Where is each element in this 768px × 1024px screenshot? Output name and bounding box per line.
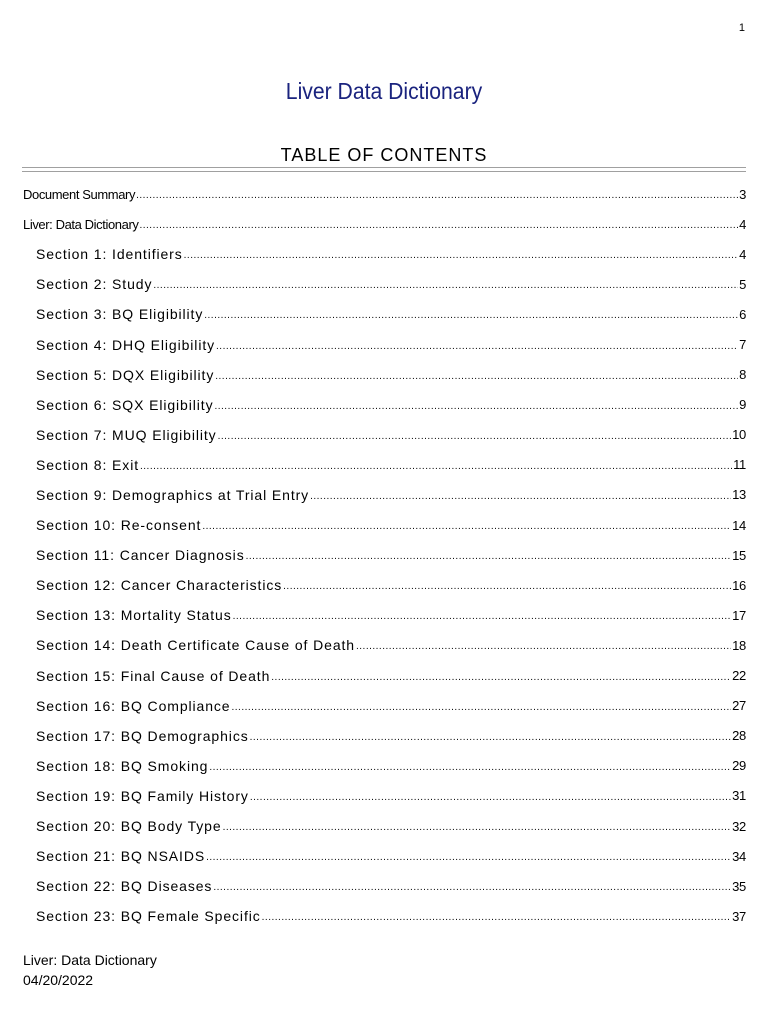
toc-entry[interactable] [23, 239, 746, 269]
toc-dot-leader [204, 307, 738, 321]
toc-entry-label: Section 22: BQ Diseases [36, 878, 213, 895]
toc-entry[interactable] [23, 871, 746, 901]
toc-dot-leader [218, 428, 732, 442]
toc-dot-leader [140, 458, 732, 472]
toc-entry[interactable] [23, 360, 746, 390]
toc-entry-page-number: 4 [739, 216, 746, 232]
toc-entry-label: Section 10: Re-consent [36, 517, 202, 534]
toc-entry-label: Section 17: BQ Demographics [36, 727, 249, 744]
toc-entry-label: Section 5: DQX Eligibility [36, 366, 215, 383]
toc-entry-page-number: 28 [732, 728, 746, 744]
toc-entry[interactable] [23, 329, 746, 359]
toc-entry[interactable] [23, 570, 746, 600]
toc-entry-label: Section 14: Death Certificate Cause of Death [36, 637, 355, 654]
toc-entry[interactable] [23, 480, 746, 510]
toc-heading: TABLE OF CONTENTS [280, 145, 488, 165]
toc-entry-page-number: 27 [732, 698, 746, 714]
toc-divider-bottom [22, 171, 746, 172]
toc-entry-page-number: 8 [739, 367, 746, 383]
toc-entry-label: Section 1: Identifiers [36, 246, 183, 263]
toc-entry[interactable] [23, 540, 746, 570]
toc-dot-leader [231, 699, 731, 713]
page-footer [23, 950, 157, 990]
toc-dot-leader [271, 669, 731, 683]
toc-entry[interactable] [23, 841, 746, 871]
toc-dot-leader [216, 338, 738, 352]
toc-entry-page-number: 13 [732, 487, 746, 503]
toc-dot-leader [202, 518, 731, 532]
toc-dot-leader [250, 729, 732, 743]
toc-entry-page-number: 14 [732, 517, 746, 533]
toc-entry-label: Section 13: Mortality Status [36, 607, 232, 624]
toc-entry-page-number: 16 [732, 577, 746, 593]
toc-entry-page-number: 35 [732, 878, 746, 894]
toc-entry-label: Document Summary [23, 186, 136, 202]
toc-entry-label: Section 3: BQ Eligibility [36, 306, 204, 323]
toc-entry[interactable] [23, 901, 746, 931]
toc-entry[interactable] [23, 691, 746, 721]
toc-entry[interactable] [23, 781, 746, 811]
toc-dot-leader [206, 849, 731, 863]
toc-entry-page-number: 7 [739, 337, 746, 353]
toc-dot-leader [153, 277, 738, 291]
toc-entry[interactable] [23, 721, 746, 751]
toc-dot-leader [356, 638, 731, 652]
table-of-contents [23, 179, 746, 931]
toc-dot-leader [250, 789, 731, 803]
document-title: Liver Data Dictionary [285, 78, 483, 104]
toc-dot-leader [223, 819, 732, 833]
footer-date: 04/20/2022 [23, 972, 94, 988]
toc-entry-label: Section 12: Cancer Characteristics [36, 577, 283, 594]
toc-entry-label: Section 11: Cancer Diagnosis [36, 547, 245, 564]
toc-dot-leader [233, 608, 732, 622]
toc-entry[interactable] [23, 390, 746, 420]
toc-entry-label: Section 2: Study [36, 276, 153, 293]
toc-entry-page-number: 29 [732, 758, 746, 774]
toc-entry-label: Section 18: BQ Smoking [36, 757, 209, 774]
toc-entry-label: Section 8: Exit [36, 456, 139, 473]
toc-entry[interactable] [23, 269, 746, 299]
toc-entry[interactable] [23, 179, 746, 209]
toc-entry-label: Liver: Data Dictionary [23, 216, 139, 232]
toc-entry-label: Section 16: BQ Compliance [36, 697, 231, 714]
toc-dot-leader [310, 488, 731, 502]
toc-dot-leader [262, 909, 731, 923]
toc-divider-top [22, 167, 746, 168]
toc-entry-page-number: 6 [739, 306, 746, 322]
toc-dot-leader [283, 578, 731, 592]
toc-entry-page-number: 3 [739, 186, 746, 202]
toc-entry[interactable] [23, 630, 746, 660]
toc-entry-page-number: 31 [732, 788, 746, 804]
toc-entry-label: Section 20: BQ Body Type [36, 818, 222, 835]
toc-entry-page-number: 15 [732, 547, 746, 563]
toc-entry[interactable] [23, 510, 746, 540]
toc-entry-label: Section 19: BQ Family History [36, 787, 249, 804]
toc-entry[interactable] [23, 420, 746, 450]
toc-dot-leader [184, 247, 738, 261]
toc-entry-label: Section 9: Demographics at Trial Entry [36, 486, 310, 503]
toc-dot-leader [246, 548, 732, 562]
toc-entry[interactable] [23, 450, 746, 480]
toc-entry[interactable] [23, 299, 746, 329]
footer-document-name: Liver: Data Dictionary [23, 952, 157, 968]
toc-entry-page-number: 22 [732, 668, 746, 684]
toc-dot-leader [139, 217, 738, 231]
toc-entry-page-number: 32 [732, 818, 746, 834]
toc-entry-label: Section 21: BQ NSAIDS [36, 848, 206, 865]
toc-entry[interactable] [23, 600, 746, 630]
toc-entry-label: Section 6: SQX Eligibility [36, 396, 214, 413]
toc-dot-leader [215, 368, 738, 382]
toc-entry-page-number: 11 [733, 457, 746, 473]
toc-dot-leader [209, 759, 731, 773]
toc-dot-leader [213, 879, 731, 893]
toc-entry-page-number: 34 [732, 848, 746, 864]
toc-entry-label: Section 15: Final Cause of Death [36, 667, 271, 684]
toc-entry-page-number: 10 [732, 427, 746, 443]
toc-entry-page-number: 37 [732, 908, 746, 924]
page-number: 1 [738, 22, 745, 34]
toc-entry-page-number: 9 [739, 397, 746, 413]
toc-entry-label: Section 4: DHQ Eligibility [36, 336, 216, 353]
toc-entry-page-number: 4 [739, 246, 746, 262]
toc-entry-page-number: 5 [739, 276, 746, 292]
toc-entry[interactable] [23, 751, 746, 781]
toc-entry-label: Section 7: MUQ Eligibility [36, 426, 217, 443]
toc-entry-page-number: 18 [732, 637, 746, 653]
toc-entry[interactable] [23, 811, 746, 841]
toc-dot-leader [136, 187, 738, 201]
toc-dot-leader [214, 398, 738, 412]
toc-entry-label: Section 23: BQ Female Specific [36, 908, 261, 925]
toc-entry-page-number: 17 [732, 607, 746, 623]
toc-entry[interactable] [23, 209, 746, 239]
toc-entry[interactable] [23, 661, 746, 691]
